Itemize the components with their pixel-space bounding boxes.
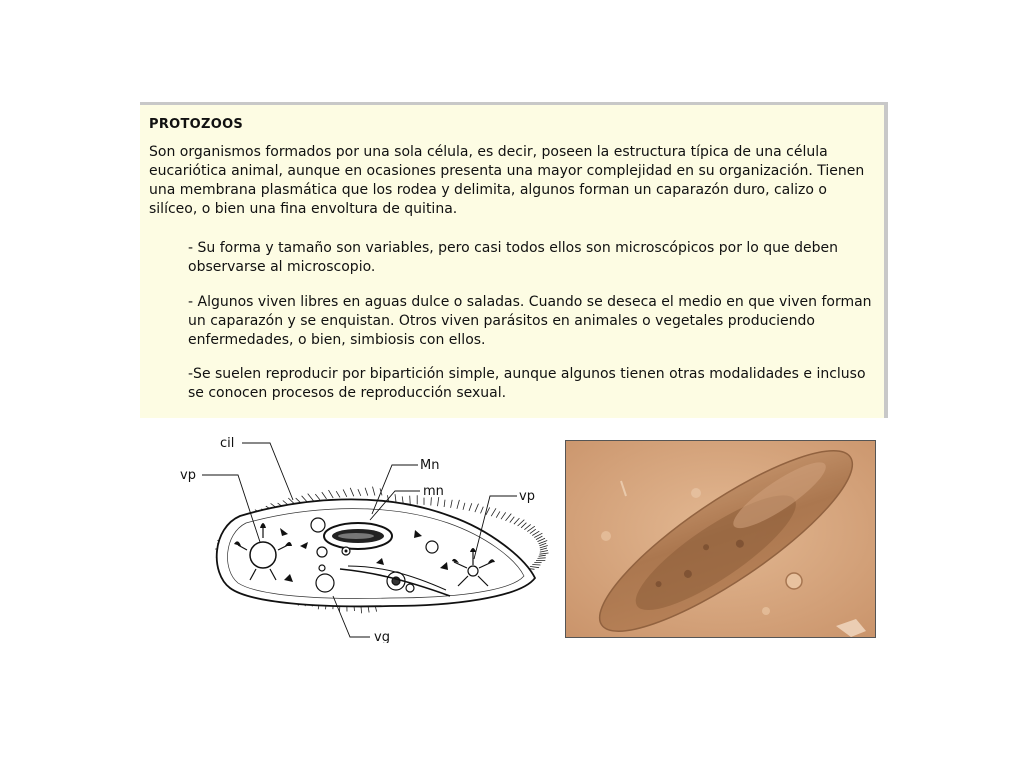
micronucleus (342, 547, 350, 555)
bullet-reproduction: -Se suelen reproducir por bipartición simple, aunque algunos tienen otras modalidades e incluso se conocen procesos de reproducción sexual. (188, 366, 866, 401)
label-Mn: Mn (420, 458, 440, 473)
bullet-form-size: - Su forma y tamaño son variables, pero casi todos ellos son microscópicos por lo que deben observarse al microscopio. (188, 240, 838, 275)
label-vp-left: vp (180, 468, 196, 483)
label-mn: mn (423, 484, 444, 499)
document-title: PROTOZOOS (149, 117, 244, 132)
label-vp-right: vp (519, 489, 535, 504)
label-cil: cil (220, 436, 235, 451)
label-vg: vg (374, 630, 390, 643)
micrograph-image (566, 441, 876, 638)
intro-paragraph: Son organismos formados por una sola célula, es decir, poseen la estructura típica de una célula eucariótica animal, aunque en ocasiones presenta una mayor complejidad en su organización. Tienen una membrana plasmática que los rodea y delimita, algunos forman un caparazón duro, calizo o silíceo, o bien una fina envoltura de quitina. (149, 144, 865, 217)
paramecium-micrograph (565, 440, 876, 638)
bullet-habitat: - Algunos viven libres en aguas dulce o saladas. Cuando se deseca el medio en que viven forman un caparazón y se enquistan. Otros viven parásitos en animales o vegetales produciendo enfermedades, o bien, simbiosis con ellos. (188, 294, 872, 348)
paramecium-diagram (150, 428, 550, 643)
macronucleus (324, 523, 392, 549)
text-panel (140, 102, 888, 418)
